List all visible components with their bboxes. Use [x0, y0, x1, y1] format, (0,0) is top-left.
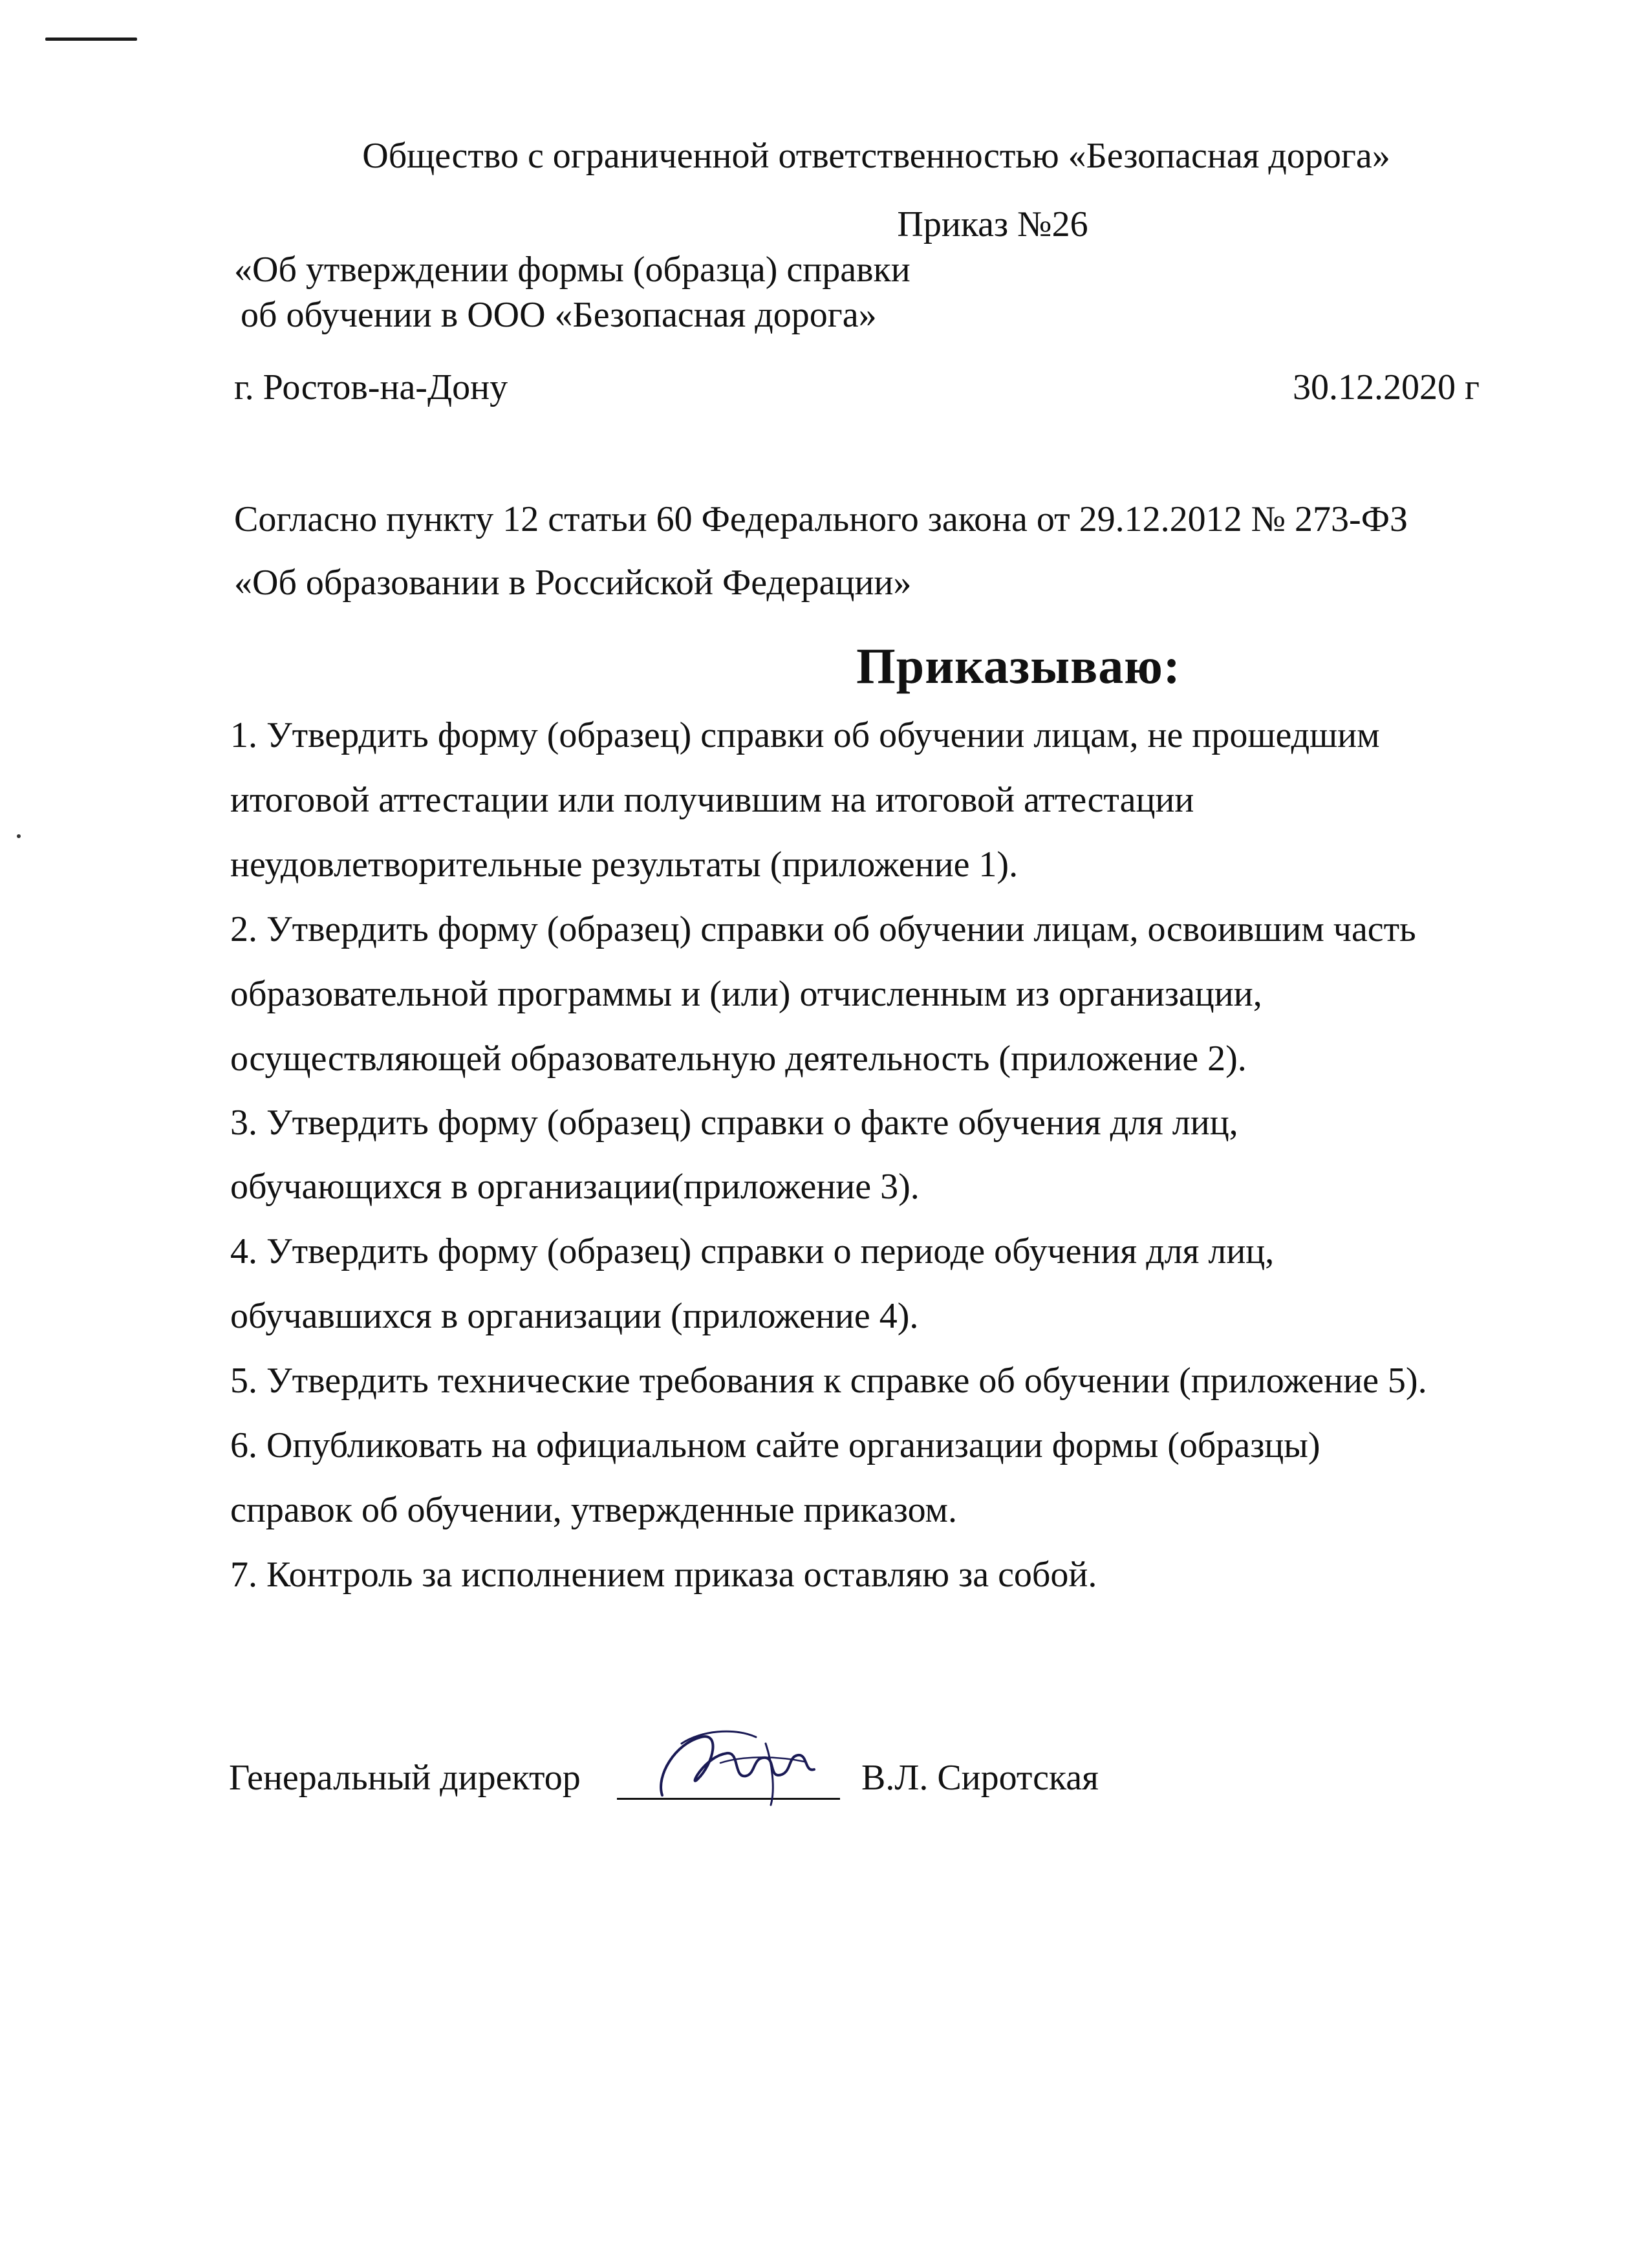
order-item-line: 3. Утвердить форму (образец) справки о факте обучения для лиц,: [230, 1103, 1238, 1143]
order-item-line: 1. Утвердить форму (образец) справки об обучении лицам, не прошедшим: [230, 715, 1380, 755]
scan-dot: [17, 834, 21, 838]
order-date: 30.12.2020 г: [1293, 367, 1480, 407]
order-item-line: 7. Контроль за исполнением приказа оставляю за собой.: [230, 1555, 1097, 1595]
order-item-line: осуществляющей образовательную деятельность (приложение 2).: [230, 1039, 1247, 1079]
city: г. Ростов-на-Дону: [234, 367, 508, 407]
order-item-line: итоговой аттестации или получившим на итоговой аттестации: [230, 780, 1194, 820]
signatory-position: Генеральный директор: [229, 1758, 581, 1798]
signatory-name: В.Л. Сиротская: [861, 1758, 1099, 1798]
order-title-line-1: «Об утверждении формы (образца) справки: [234, 250, 911, 290]
legal-basis-line-2: «Об образовании в Российской Федерации»: [234, 563, 912, 603]
order-item-line: 2. Утвердить форму (образец) справки об обучении лицам, освоившим часть: [230, 909, 1416, 949]
organization-name: Общество с ограниченной ответственностью «Безопасная дорога»: [362, 136, 1390, 176]
scan-mark: [45, 38, 137, 41]
order-heading: Приказываю:: [856, 638, 1181, 694]
order-item-line: образовательной программы и (или) отчисленным из организации,: [230, 974, 1262, 1014]
signature-block: [229, 1756, 1199, 1847]
order-item-line: 5. Утвердить технические требования к справке об обучении (приложение 5).: [230, 1361, 1427, 1401]
handwritten-signature: [643, 1718, 837, 1808]
order-number: Приказ №26: [897, 204, 1088, 244]
order-item-line: справок об обучении, утвержденные приказом.: [230, 1490, 957, 1530]
order-item-line: неудовлетворительные результаты (приложение 1).: [230, 845, 1018, 885]
order-title-line-2: об обучении в ООО «Безопасная дорога»: [241, 295, 877, 335]
order-item-line: обучавшихся в организации (приложение 4).: [230, 1296, 919, 1336]
legal-basis-line-1: Согласно пункту 12 статьи 60 Федерального закона от 29.12.2012 № 273-ФЗ: [234, 499, 1408, 539]
order-item-line: 4. Утвердить форму (образец) справки о периоде обучения для лиц,: [230, 1231, 1275, 1271]
order-item-line: обучающихся в организации(приложение 3).: [230, 1167, 920, 1207]
order-item-line: 6. Опубликовать на официальном сайте организации формы (образцы): [230, 1425, 1320, 1465]
